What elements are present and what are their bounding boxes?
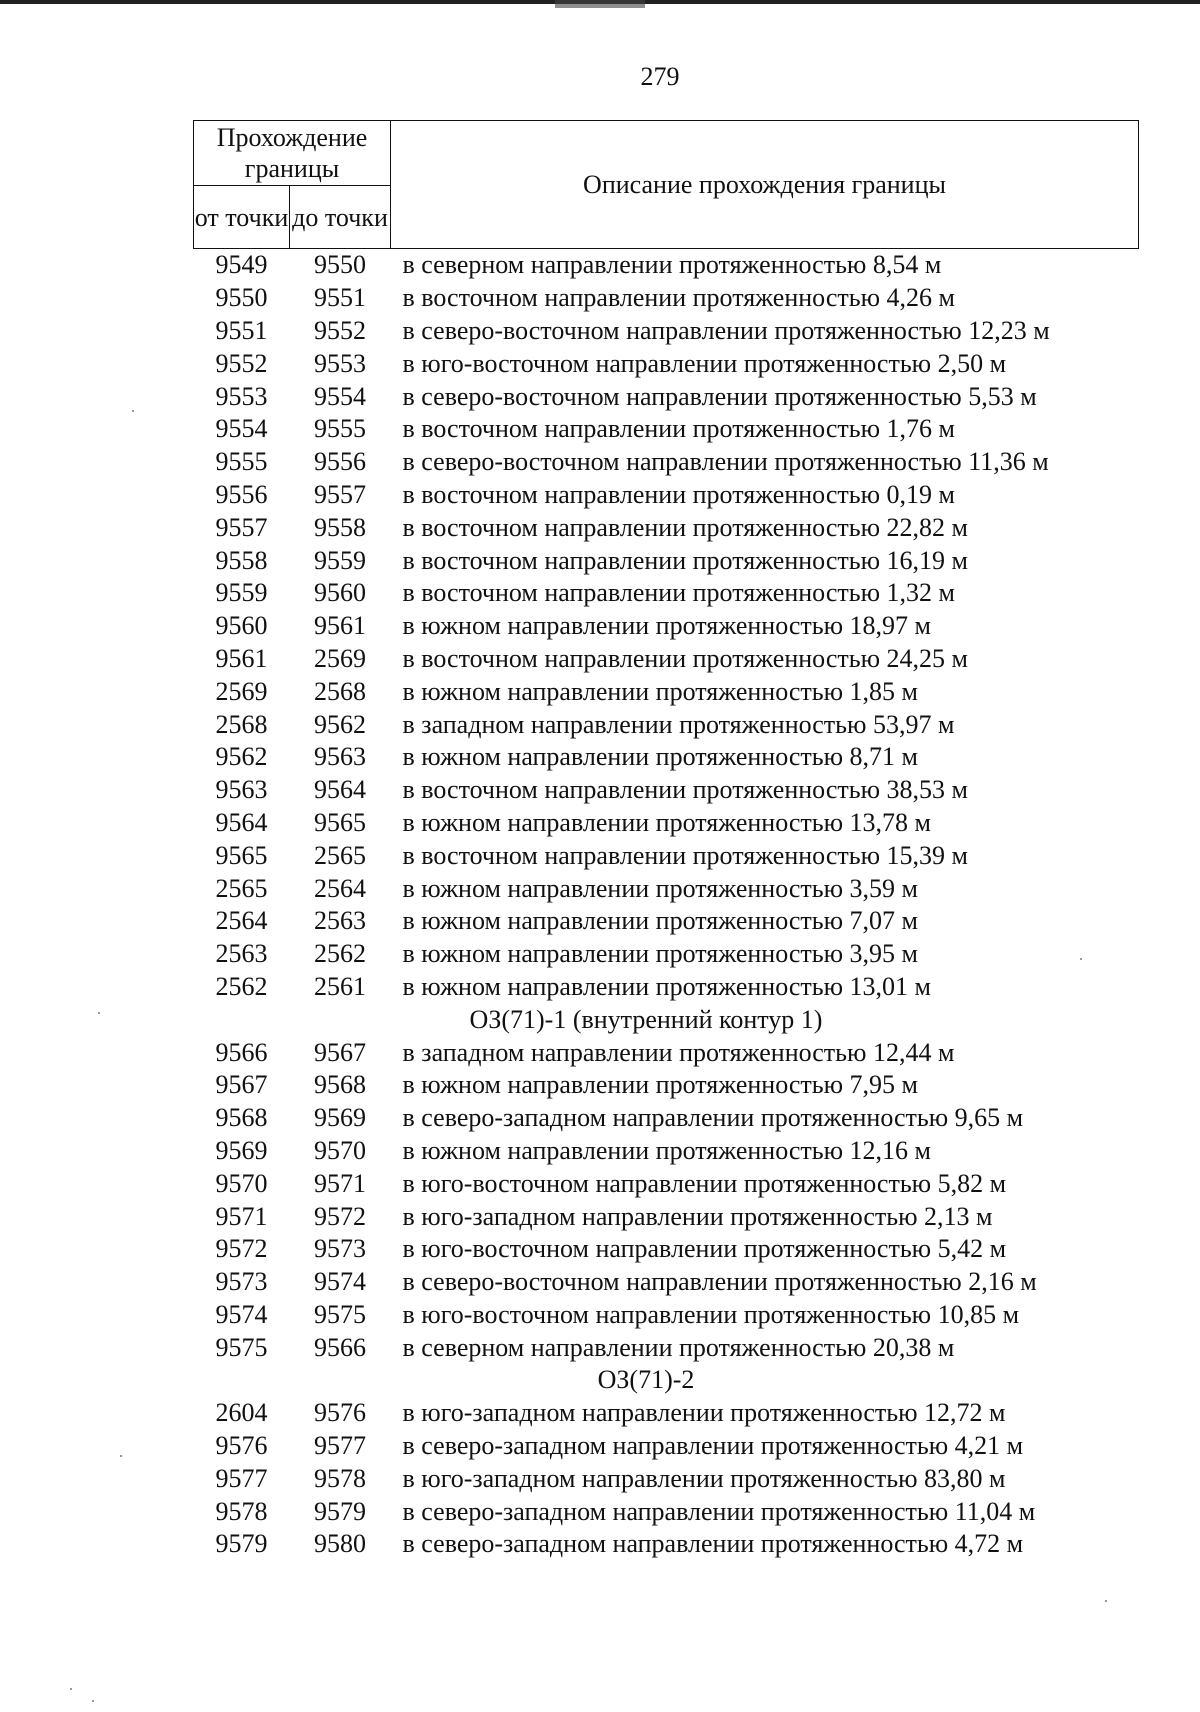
description-cell: в восточном направлении протяженностью 1,32 м xyxy=(402,578,955,608)
table-body xyxy=(194,249,1139,1561)
section-title-cell xyxy=(194,1364,1139,1397)
to-point-cell: 9561 xyxy=(314,611,366,641)
from-point-cell: 9562 xyxy=(215,742,268,772)
to-point-cell: 9580 xyxy=(314,1529,366,1559)
from-point-cell: 9571 xyxy=(215,1201,268,1231)
description-cell: в юго-восточном направлении протяженностью 2,50 м xyxy=(402,348,1007,378)
to-point-cell: 9574 xyxy=(314,1267,366,1297)
table-row xyxy=(194,577,1139,610)
to-point-cell: 9572 xyxy=(314,1201,366,1231)
table-row xyxy=(194,446,1139,479)
to-point-cell: 9556 xyxy=(314,447,366,477)
table-row xyxy=(194,675,1139,708)
table-row xyxy=(194,479,1139,512)
from-point-cell: 2569 xyxy=(215,676,268,706)
table-row xyxy=(194,544,1139,577)
from-point-cell: 9560 xyxy=(215,611,268,641)
from-point-cell: 2562 xyxy=(215,971,268,1001)
from-point-cell: 9577 xyxy=(215,1463,268,1493)
from-point-cell: 9566 xyxy=(215,1037,268,1067)
section-title-cell xyxy=(194,1003,1139,1036)
to-point-cell: 2568 xyxy=(314,676,366,706)
to-point-cell: 9565 xyxy=(314,807,366,837)
from-point-cell: 9570 xyxy=(215,1168,268,1198)
table-row xyxy=(194,249,1139,282)
from-point-cell: 2565 xyxy=(215,873,268,903)
to-point-cell: 9557 xyxy=(314,479,366,509)
to-point-cell: 9566 xyxy=(314,1332,366,1362)
description-cell: в северо-западном направлении протяженностью 11,04 м xyxy=(402,1496,1036,1526)
from-point-cell: 2563 xyxy=(215,939,268,969)
description-cell: в южном направлении протяженностью 3,59 м xyxy=(402,873,918,903)
from-point-cell: 9551 xyxy=(215,315,268,345)
to-point-cell: 9563 xyxy=(314,742,366,772)
table-row xyxy=(194,741,1139,774)
from-point-cell: 9568 xyxy=(215,1103,268,1133)
description-cell: в южном направлении протяженностью 3,95 м xyxy=(402,939,918,969)
to-point-cell: 9550 xyxy=(314,250,366,280)
description-cell: в южном направлении протяженностью 8,71 м xyxy=(402,742,918,772)
table-row xyxy=(194,971,1139,1004)
to-point-cell: 9578 xyxy=(314,1463,366,1493)
to-point-cell: 9554 xyxy=(314,381,366,411)
table-row xyxy=(194,1299,1139,1332)
header-from-cell: от точки xyxy=(194,186,290,249)
table-row xyxy=(194,1266,1139,1299)
table-row xyxy=(194,282,1139,315)
page-number: 279 xyxy=(640,62,680,91)
from-point-cell: 9553 xyxy=(215,381,268,411)
to-point-cell: 9568 xyxy=(314,1070,366,1100)
from-point-cell: 9557 xyxy=(215,512,268,542)
scan-smudge xyxy=(555,0,645,8)
description-cell: в юго-западном направлении протяженностью 12,72 м xyxy=(402,1398,1006,1428)
to-point-cell: 2562 xyxy=(314,939,366,969)
description-cell: в юго-восточном направлении протяженностью 10,85 м xyxy=(402,1299,1020,1329)
to-point-cell: 2561 xyxy=(314,971,366,1001)
description-cell: в северо-восточном направлении протяженностью 11,36 м xyxy=(402,447,1049,477)
table-row xyxy=(194,708,1139,741)
to-point-cell: 2565 xyxy=(314,840,366,870)
from-point-cell: 9565 xyxy=(215,840,268,870)
description-cell: в восточном направлении протяженностью 1,76 м xyxy=(402,414,955,444)
from-point-cell: 9578 xyxy=(215,1496,268,1526)
to-point-cell: 9560 xyxy=(314,578,366,608)
from-point-cell: 9567 xyxy=(215,1070,268,1100)
description-cell: в восточном направлении протяженностью 0,19 м xyxy=(402,479,955,509)
table-row xyxy=(194,839,1139,872)
to-point-cell: 2569 xyxy=(314,643,366,673)
description-cell: в северном направлении протяженностью 8,54 м xyxy=(402,250,942,280)
from-point-cell: 9550 xyxy=(215,283,268,313)
to-point-cell: 9567 xyxy=(314,1037,366,1067)
description-cell: в южном направлении протяженностью 18,97 м xyxy=(402,611,931,641)
to-point-cell: 2564 xyxy=(314,873,366,903)
from-point-cell: 9563 xyxy=(215,775,268,805)
description-cell: в северном направлении протяженностью 20,38 м xyxy=(402,1332,955,1362)
to-point-cell: 9576 xyxy=(314,1398,366,1428)
description-cell: в юго-восточном направлении протяженностью 5,82 м xyxy=(402,1168,1007,1198)
description-cell: в юго-восточном направлении протяженностью 5,42 м xyxy=(402,1234,1007,1264)
table-row xyxy=(194,1430,1139,1463)
table-row xyxy=(194,315,1139,348)
to-point-cell: 9570 xyxy=(314,1135,366,1165)
table-row xyxy=(194,905,1139,938)
description-cell: в северо-восточном направлении протяженностью 5,53 м xyxy=(402,381,1037,411)
from-point-cell: 9552 xyxy=(215,348,268,378)
table-row xyxy=(194,1233,1139,1266)
description-cell: в восточном направлении протяженностью 38,53 м xyxy=(402,775,968,805)
from-point-cell: 9579 xyxy=(215,1529,268,1559)
description-cell: в западном направлении протяженностью 12,44 м xyxy=(402,1037,955,1067)
from-point-cell: 9574 xyxy=(215,1299,268,1329)
to-point-cell: 9569 xyxy=(314,1103,366,1133)
description-cell: в северо-восточном направлении протяженностью 2,16 м xyxy=(402,1267,1037,1297)
to-point-cell: 9555 xyxy=(314,414,366,444)
from-point-cell: 2604 xyxy=(215,1398,268,1428)
to-point-cell: 9552 xyxy=(314,315,366,345)
table-row xyxy=(194,1069,1139,1102)
to-point-cell: 9573 xyxy=(314,1234,366,1264)
description-cell: в северо-восточном направлении протяженностью 12,23 м xyxy=(402,315,1050,345)
table-row xyxy=(194,1102,1139,1135)
table-row xyxy=(194,413,1139,446)
from-point-cell: 9573 xyxy=(215,1267,268,1297)
header-to-cell: до точки xyxy=(290,186,391,249)
to-point-cell: 9553 xyxy=(314,348,366,378)
from-point-cell: 9555 xyxy=(215,447,268,477)
from-point-cell: 2568 xyxy=(215,709,268,739)
from-point-cell: 9569 xyxy=(215,1135,268,1165)
description-cell: в юго-западном направлении протяженностью 83,80 м xyxy=(402,1463,1006,1493)
table-row xyxy=(194,807,1139,840)
from-point-cell: 9575 xyxy=(215,1332,268,1362)
header-description-cell: Описание прохождения границы xyxy=(391,121,1139,249)
description-cell: в восточном направлении протяженностью 24,25 м xyxy=(402,643,968,673)
description-cell: в восточном направлении протяженностью 22,82 м xyxy=(402,512,968,542)
section-title: ОЗ(71)-1 (внутренний контур 1) xyxy=(469,1004,823,1034)
description-cell: в северо-западном направлении протяженностью 4,21 м xyxy=(402,1431,1024,1461)
description-cell: в южном направлении протяженностью 12,16 м xyxy=(402,1135,931,1165)
from-point-cell: 9554 xyxy=(215,414,268,444)
from-point-cell: 9576 xyxy=(215,1431,268,1461)
to-point-cell: 9562 xyxy=(314,709,366,739)
description-cell: в западном направлении протяженностью 53,97 м xyxy=(402,709,955,739)
to-point-cell: 2563 xyxy=(314,906,366,936)
description-cell: в юго-западном направлении протяженностью 2,13 м xyxy=(402,1201,993,1231)
table-row xyxy=(194,1167,1139,1200)
table-row xyxy=(194,610,1139,643)
description-cell: в восточном направлении протяженностью 16,19 м xyxy=(402,545,968,575)
table-row xyxy=(194,1528,1139,1561)
boundary-table xyxy=(193,120,1139,1561)
from-point-cell: 9572 xyxy=(215,1234,268,1264)
table-row xyxy=(194,1200,1139,1233)
table-row xyxy=(194,1462,1139,1495)
from-point-cell: 2564 xyxy=(215,906,268,936)
to-point-cell: 9577 xyxy=(314,1431,366,1461)
description-cell: в южном направлении протяженностью 1,85 м xyxy=(402,676,918,706)
section-title: ОЗ(71)-2 xyxy=(597,1365,695,1395)
from-point-cell: 9558 xyxy=(215,545,268,575)
table-row xyxy=(194,380,1139,413)
to-point-cell: 9579 xyxy=(314,1496,366,1526)
description-cell: в южном направлении протяженностью 13,01 м xyxy=(402,971,931,1001)
table-row xyxy=(194,872,1139,905)
from-point-cell: 9564 xyxy=(215,807,268,837)
table-header xyxy=(194,121,1139,249)
to-point-cell: 9551 xyxy=(314,283,366,313)
table-row xyxy=(194,1036,1139,1069)
description-cell: в восточном направлении протяженностью 4,26 м xyxy=(402,283,955,313)
table-row xyxy=(194,1495,1139,1528)
to-point-cell: 9564 xyxy=(314,775,366,805)
table-row xyxy=(194,1135,1139,1168)
description-cell: в северо-западном направлении протяженностью 4,72 м xyxy=(402,1529,1024,1559)
from-point-cell: 9549 xyxy=(215,250,268,280)
to-point-cell: 9571 xyxy=(314,1168,366,1198)
table-row xyxy=(194,938,1139,971)
table-row xyxy=(194,643,1139,676)
table-row xyxy=(194,1397,1139,1430)
from-point-cell: 9559 xyxy=(215,578,268,608)
from-point-cell: 9561 xyxy=(215,643,268,673)
description-cell: в южном направлении протяженностью 13,78 м xyxy=(402,807,931,837)
description-cell: в южном направлении протяженностью 7,07 м xyxy=(402,906,918,936)
description-cell: в северо-западном направлении протяженностью 9,65 м xyxy=(402,1103,1024,1133)
description-cell: в восточном направлении протяженностью 15,39 м xyxy=(402,840,968,870)
to-point-cell: 9559 xyxy=(314,545,366,575)
header-group-cell: Прохождение границы xyxy=(194,121,391,186)
to-point-cell: 9575 xyxy=(314,1299,366,1329)
section-row xyxy=(194,1003,1139,1036)
description-cell: в южном направлении протяженностью 7,95 м xyxy=(402,1070,918,1100)
section-row xyxy=(194,1364,1139,1397)
table-row xyxy=(194,511,1139,544)
table-row xyxy=(194,1331,1139,1364)
table-row xyxy=(194,347,1139,380)
to-point-cell: 9558 xyxy=(314,512,366,542)
table-row xyxy=(194,774,1139,807)
from-point-cell: 9556 xyxy=(215,479,268,509)
